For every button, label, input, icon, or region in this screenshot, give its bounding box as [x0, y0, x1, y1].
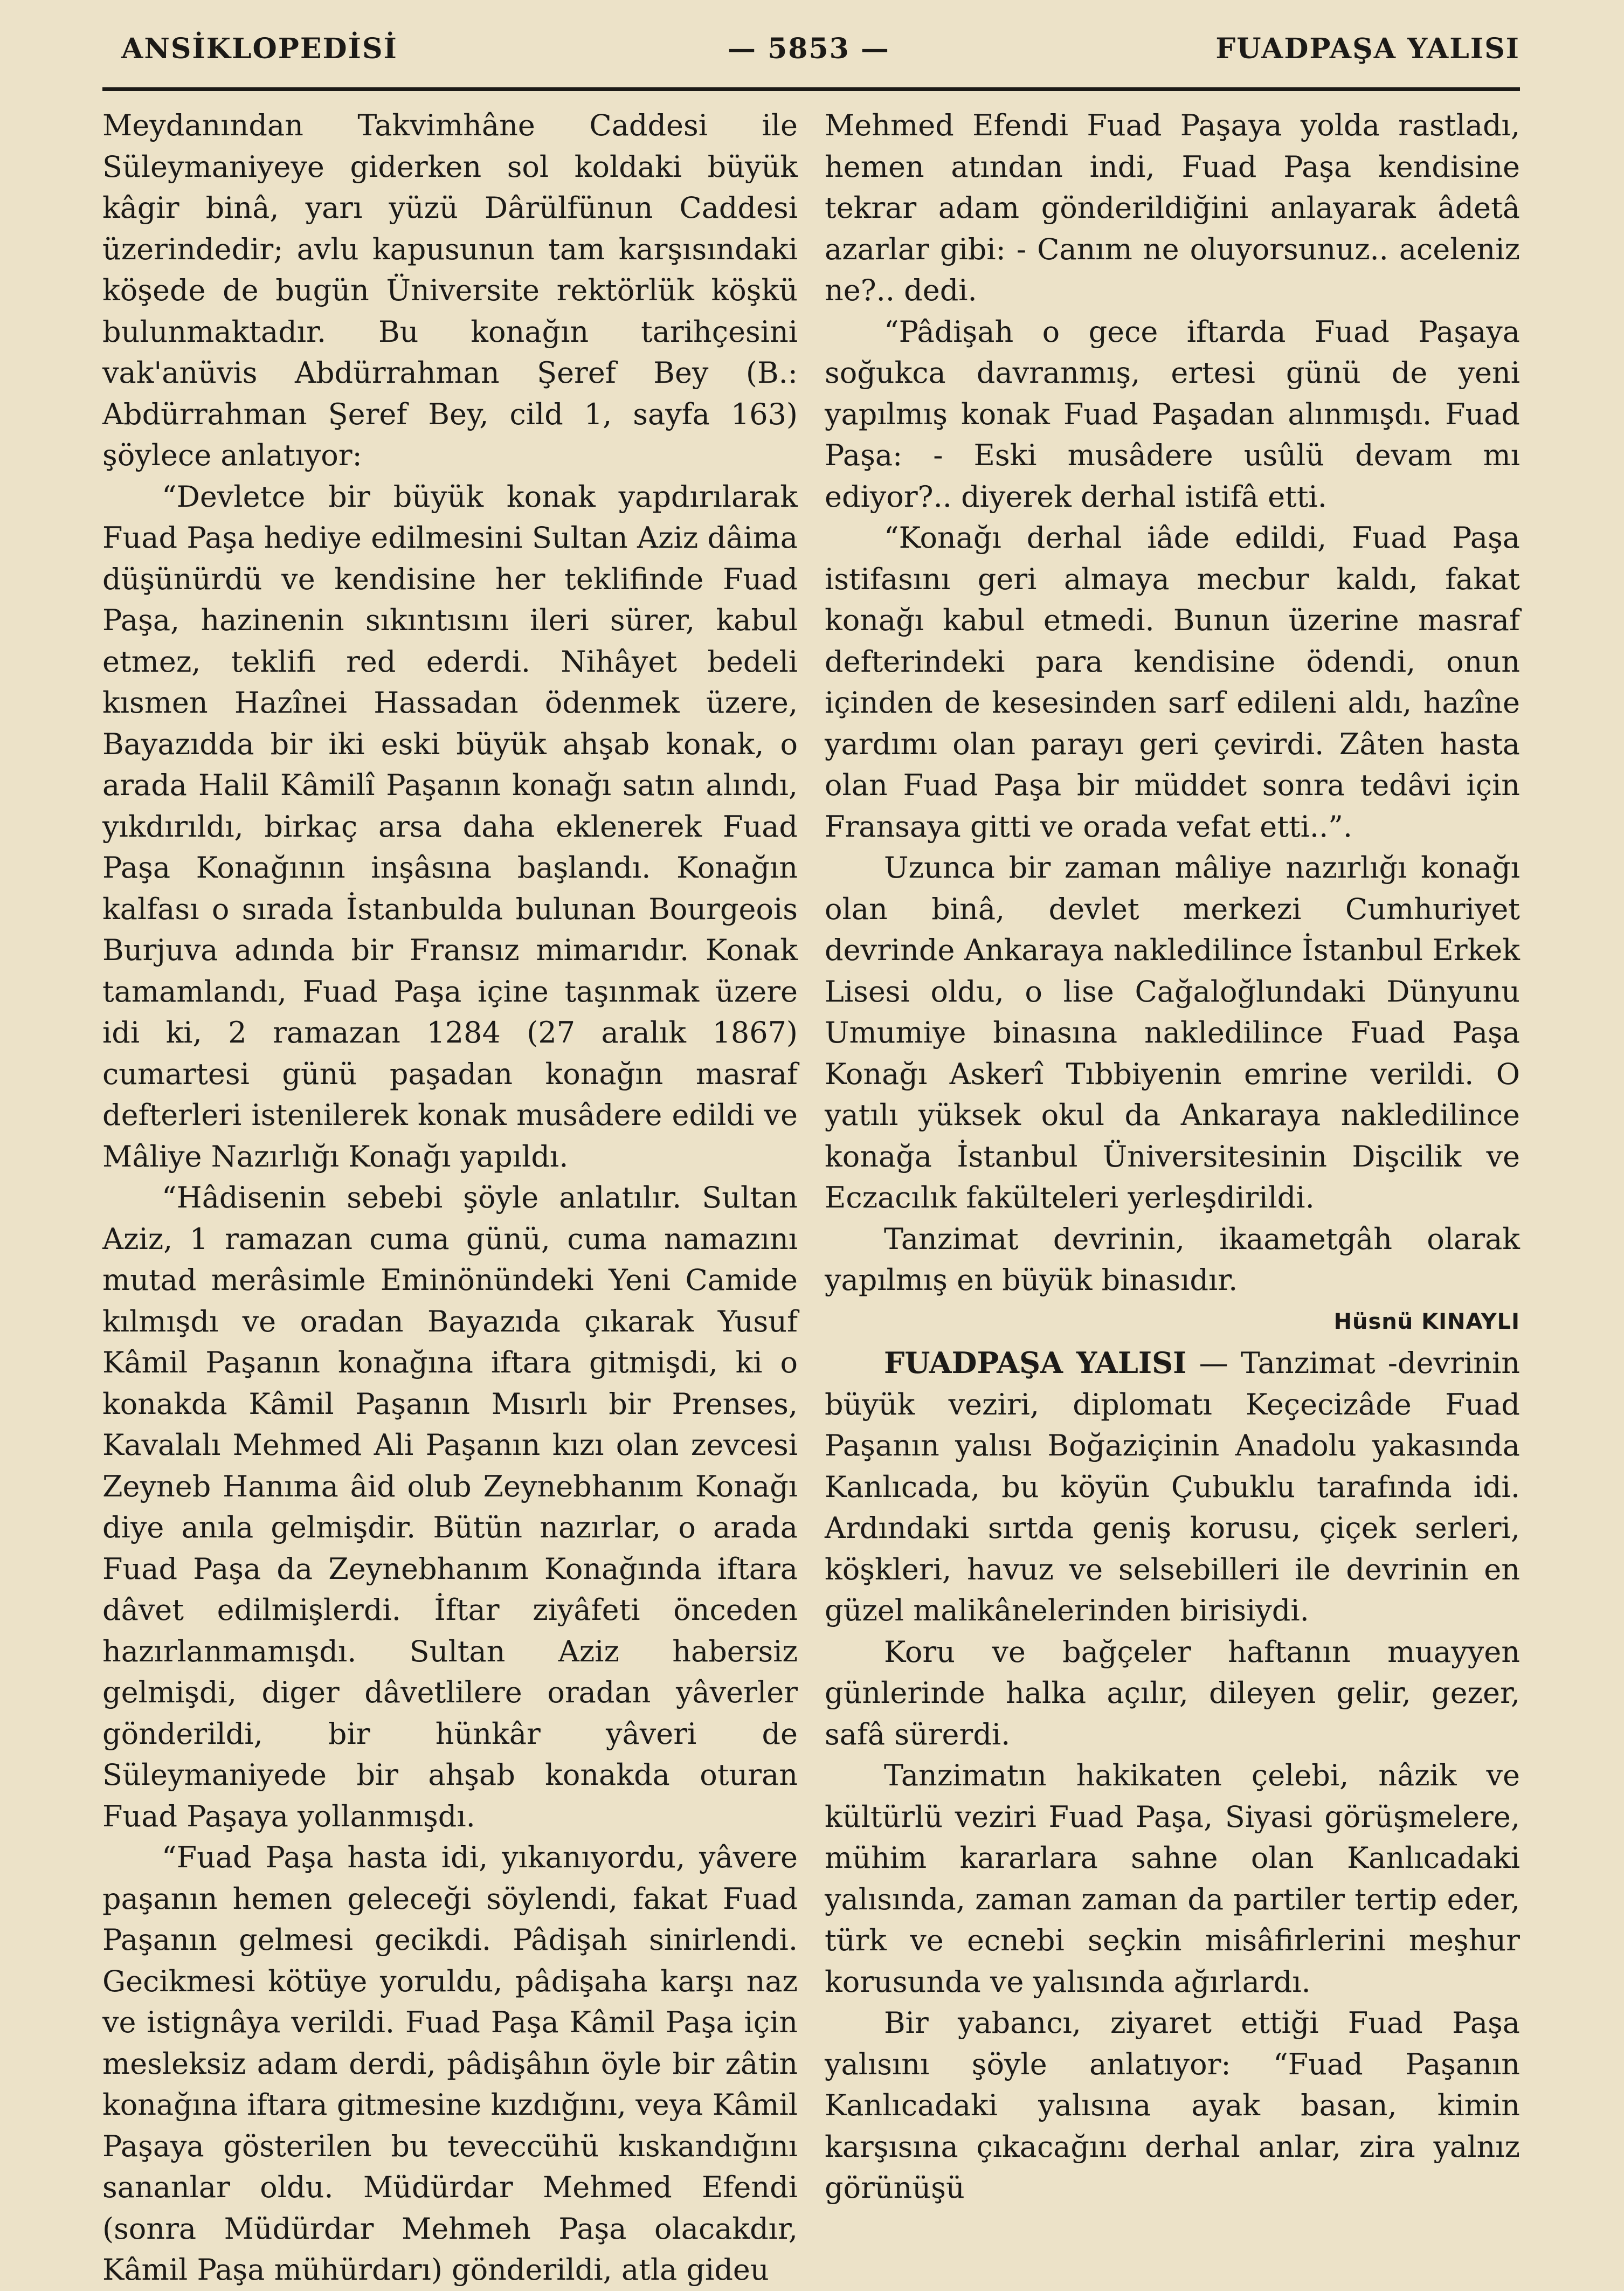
paragraph: “Devletce bir büyük konak yapdırılarak Fuad Paşa hediye edilmesini Sultan Aziz dâima düşünürdü ve kendisine her teklifinde Fuad Paşa, hazinenin sıkıntısını ileri sürer, kabul etmez, teklifi red ederdi. Nihâyet bedeli kısmen Hazînei Hassadan ödenmek üzere, Bayazıdda bir iki eski büyük ahşab konak, o arada Halil Kâmilî Paşanın konağı satın alındı, yıkdırıldı, birkaç arsa daha eklenerek Fuad Paşa Konağının inşâsına başlandı. Konağın kalfası o sırada İstanbulda bulunan Bourgeois Burjuva adında bir Fransız mimarıdır. Konak tamamlandı, Fuad Paşa içine taşınmak üzere idi ki, 2 ramazan 1284 (27 aralık 1867) cumartesi günü paşadan konağın masraf defterleri istenilerek konak musâdere edildi ve Mâliye Nazırlığı Konağı yapıldı. [102, 479, 798, 1174]
paragraph: Mehmed Efendi Fuad Paşaya yolda rastladı, hemen atından indi, Fuad Paşa kendisine tekrar adam gönderildiğini anlayarak âdetâ azarlar gibi: - Canım ne oluyorsunuz.. aceleniz ne?.. dedi. [825, 108, 1520, 307]
paragraph: Tanzimatın hakikaten çelebi, nâzik ve kültürlü veziri Fuad Paşa, Siyasi görüşmelere, mühim kararlara sahne olan Kanlıcadaki yalısında, zaman zaman da partiler tertip eder, türk ve ecnebi seçkin misâfirlerini meşhur korusunda ve yalısında ağırlardı. [825, 1758, 1520, 1999]
left-column [102, 105, 798, 2291]
paragraph: “Fuad Paşa hasta idi, yıkanıyordu, yâvere paşanın hemen geleceği söylendi, fakat Fuad Paşanın gelmesi gecikdi. Pâdişah sinirlendi. Gecikmesi kötüye yoruldu, pâdişaha karşı naz ve istignâya verildi. Fuad Paşa Kâmil Paşa için mesleksiz adam derdi, pâdişâhın öyle bir zâtin konağına iftara gitmesine kızdığını, veya Kâmil Paşaya gösterilen bu teveccühü kıskandığını sananlar oldu. Müdürdar Mehmed Efendi (sonra Müdürdar Mehmeh Paşa olacakdır, Kâmil Paşa mühürdarı) gönderildi, atla gideu [102, 1840, 798, 2287]
author-signature: Hüsnü KINAYLI [1333, 1309, 1520, 1334]
paragraph: Uzunca bir zaman mâliye nazırlığı konağı olan binâ, devlet merkezi Cumhuriyet devrinde Ankaraya nakledilince İstanbul Erkek Lisesi oldu, o lise Cağaloğlundaki Dünyunu Umumiye binasına nakledilince Fuad Paşa Konağı Askerî Tıbbiyenin emrine verildi. O yatılı yüksek okul da Ankaraya nakledilince konağa İstanbul Üniversitesinin Dişcilik ve Eczacılık fakülteleri yerleşdirildi. [825, 851, 1520, 1214]
paragraph: Bir yabancı, ziyaret ettiği Fuad Paşa yalısını şöyle anlatıyor: “Fuad Paşanın Kanlıcadaki yalısına ayak basan, kimin karşısına çıkacağını derhal anlar, zira yalnız görünüşü [825, 2006, 1520, 2205]
paragraph: “Pâdişah o gece iftarda Fuad Paşaya soğukca davranmış, ertesi günü de yeni yapılmış konak Fuad Paşadan alınmışdı. Fuad Paşa: - Eski musâdere usûlü devam mı ediyor?.. diyerek derhal istifâ etti. [825, 314, 1520, 514]
right-column [825, 105, 1520, 2209]
paragraph: Koru ve bağçeler haftanın muayyen günlerinde halka açılır, dileyen gelir, gezer, safâ sürerdi. [825, 1634, 1520, 1751]
paragraph: Meydanından Takvimhâne Caddesi ile Süleymaniyeye giderken sol koldaki büyük kâgir binâ, yarı yüzü Dârülfünun Caddesi üzerindedir; avlu kapusunun tam karşısındaki köşede de bugün Üniversite rektörlük köşkü bulunmaktadır. Bu konağın tarihçesini vak'anüvis Abdürrahman Şeref Bey (B.: Abdürrahman Şeref Bey, cild 1, sayfa 163) şöylece anlatıyor: [102, 108, 798, 472]
header-right: FUADPAŞA YALISI [1215, 32, 1520, 65]
header-rule [102, 87, 1520, 91]
entry-paragraph [825, 1342, 1520, 1632]
page-number: — 5853 — [728, 32, 890, 65]
running-header [102, 32, 1520, 92]
entry-text: — Tanzimat -devrinin büyük veziri, diplomatı Keçecizâde Fuad Paşanın yalısı Boğaziçinin Anadolu yakasında Kanlıcada, bu köyün Çubuklu tarafında idi. Ardındaki sırtda geniş korusu, çiçek serleri, köşkleri, havuz ve selsebilleri ile devrinin en güzel malikânelerinden birisiydi. [825, 1346, 1520, 1627]
header-left: ANSİKLOPEDİSİ [121, 32, 398, 65]
entry-term: FUADPAŞA YALISI [884, 1345, 1187, 1380]
paragraph: “Konağı derhal iâde edildi, Fuad Paşa istifasını geri almaya mecbur kaldı, fakat konağı kabul etmedi. Bunun üzerine masraf defterindeki para kendisine ödendi, onun içinden de kesesinden sarf edileni aldı, hazîne yardımı olan parayı geri çevirdi. Zâten hasta olan Fuad Paşa bir müddet sonra tedâvi için Fransaya gitti ve orada vefat etti..”. [825, 521, 1520, 844]
paragraph: Tanzimat devrinin, ikaametgâh olarak yapılmış en büyük binasıdır. [825, 1222, 1520, 1297]
paragraph: “Hâdisenin sebebi şöyle anlatılır. Sultan Aziz, 1 ramazan cuma günü, cuma namazını mutad merâsimle Eminönündeki Yeni Camide kılmışdı ve oradan Bayazıda çıkarak Yusuf Kâmil Paşanın konağına iftara gitmişdi, ki o konakda Kâmil Paşanın Mısırlı bir Prenses, Kavalalı Mehmed Ali Paşanın kızı olan zevcesi Zeyneb Hanıma âid olub Zeynebhanım Konağı diye anıla gelmişdir. Bütün nazırlar, o arada Fuad Paşa da Zeynebhanım Konağında iftara dâvet edilmişlerdi. İftar ziyâfeti önceden hazırlanmamışdı. Sultan Aziz habersiz gelmişdi, diger dâvetlilere oradan yâverler gönderildi, bir hünkâr yâveri de Süleymaniyede bir ahşab konakda oturan Fuad Paşaya yollanmışdı. [102, 1181, 798, 1833]
